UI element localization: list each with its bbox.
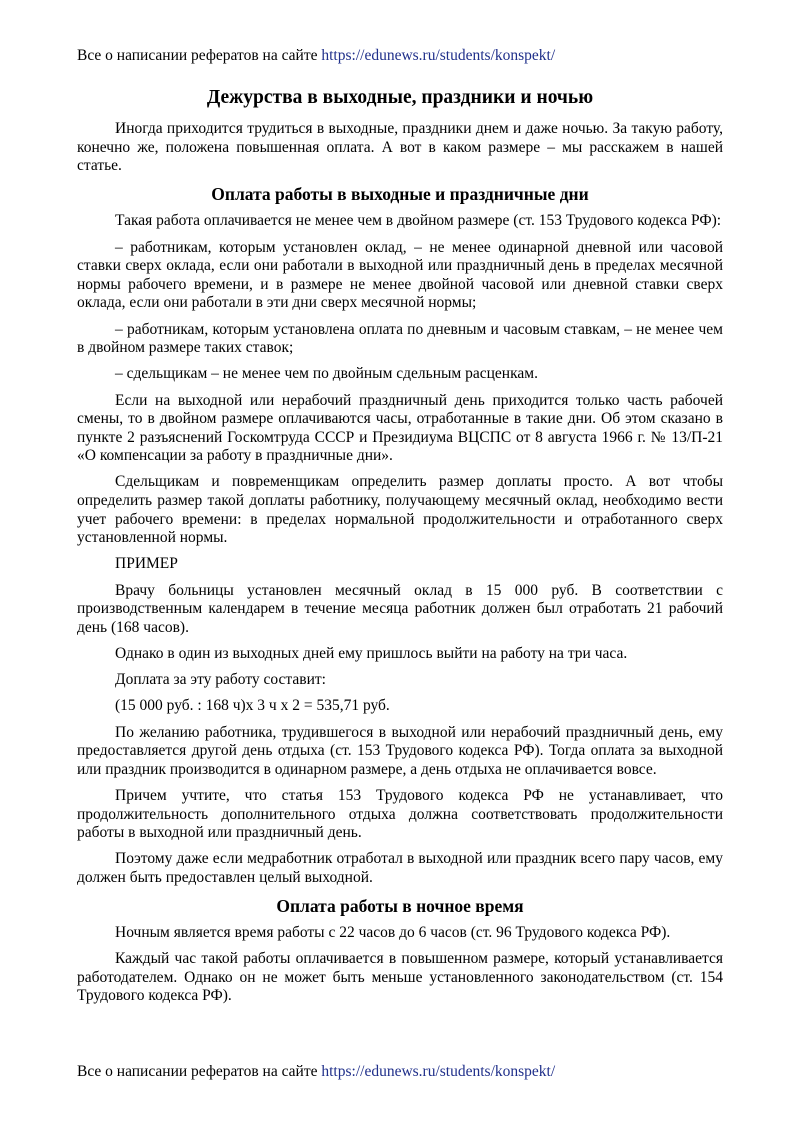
example-label: ПРИМЕР xyxy=(115,555,178,573)
section-heading-night-pay: Оплата работы в ночное время xyxy=(276,896,524,917)
paragraph: Однако в один из выходных дней ему пришлось выйти на работу на три часа. xyxy=(115,645,628,662)
list-item: – сдельщикам – не менее чем по двойным сдельным расценкам. xyxy=(115,365,538,383)
list-item: – работникам, которым установлен оклад, – не менее одинарной дневной или часовой ставки сверх оклада, если они работали в выходной или праздничный день в пределах месячной нормы рабочего времени, и в размере не менее двойной часовой или дневной ставки сверх оклада, если они работали в эти дни сверх месячной нормы; xyxy=(77,238,723,312)
page-footer xyxy=(77,1062,555,1082)
intro-paragraph: Иногда приходится трудиться в выходные, праздники днем и даже ночью. За такую работу, конечно же, положена повышенная оплата. А вот в каком размере – мы расскажем в нашей статье. xyxy=(77,120,723,175)
page-header xyxy=(77,46,723,66)
paragraph: Поэтому даже если медработник отработал в выходной или праздник всего пару часов, ему должен быть предоставлен целый выходной. xyxy=(77,850,723,886)
footer-link[interactable]: https://edunews.ru/students/konspekt/ xyxy=(321,1063,556,1080)
paragraph: Причем учтите, что статья 153 Трудового кодекса РФ не устанавливает, что продолжительность дополнительного отдыха должна соответствовать продолжительности работы в выходной или праздничный день. xyxy=(77,786,723,842)
paragraph: Сдельщикам и повременщикам определить размер доплаты просто. А вот чтобы определить размер такой доплаты работнику, получающему месячный оклад, необходимо вести учет рабочего времени: в пределах нормальной продолжительности и отработанного сверх установленной нормы. xyxy=(77,473,723,547)
footer-text: Все о написании рефератов на сайте xyxy=(77,1063,322,1080)
document-title: Дежурства в выходные, праздники и ночью xyxy=(206,87,594,108)
paragraph: Каждый час такой работы оплачивается в повышенном размере, который устанавливается работодателем. Однако он не может быть меньше установленного законодательством (ст. 154 Трудового кодекса РФ). xyxy=(77,950,723,1005)
paragraph: Доплата за эту работу составит: xyxy=(115,671,326,689)
header-text: Все о написании рефератов на сайте xyxy=(77,47,322,64)
section-heading-weekend-pay: Оплата работы в выходные и праздничные дни xyxy=(211,184,589,205)
header-link[interactable]: https://edunews.ru/students/konspekt/ xyxy=(321,47,556,64)
paragraph: По желанию работника, трудившегося в выходной или нерабочий праздничный день, ему предоставляется другой день отдыха (ст. 153 Трудового кодекса РФ). Тогда оплата за выходной или праздник производится в одинарном размере, а день отдыха не оплачивается вовсе. xyxy=(77,723,723,778)
paragraph: Врачу больницы установлен месячный оклад в 15 000 руб. В соответствии с производственным календарем в течение месяца работник должен был отработать 21 рабочий день (168 часов). xyxy=(77,581,723,636)
paragraph: Если на выходной или нерабочий праздничный день приходится только часть рабочей смены, то в двойном размере оплачиваются часы, отработанные в такие дни. Об этом сказано в пункте 2 разъяснений Госкомтруда СССР и Президиума ВЦСПС от 8 августа 1966 г. № 13/П-21 «О компенсации за работу в праздничные дни». xyxy=(77,391,723,465)
formula: (15 000 руб. : 168 ч)х 3 ч х 2 = 535,71 руб. xyxy=(115,697,390,715)
paragraph: Такая работа оплачивается не менее чем в двойном размере (ст. 153 Трудового кодекса РФ): xyxy=(115,212,722,230)
list-item: – работникам, которым установлена оплата по дневным и часовым ставкам, – не менее чем в двойном размере таких ставок; xyxy=(77,320,723,357)
paragraph: Ночным является время работы с 22 часов до 6 часов (ст. 96 Трудового кодекса РФ). xyxy=(115,924,671,942)
